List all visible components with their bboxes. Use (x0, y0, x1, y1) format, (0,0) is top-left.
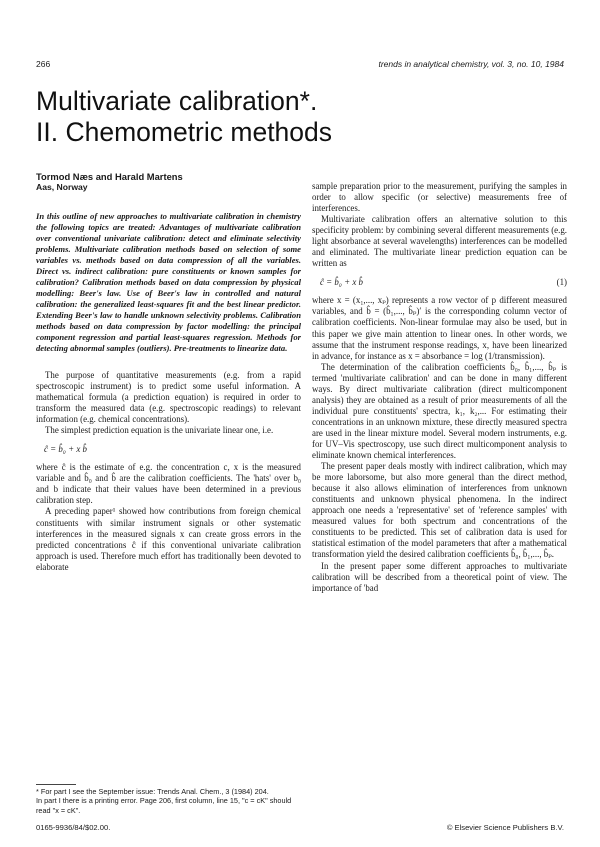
title-line-1: Multivariate calibration*. (36, 86, 318, 116)
author-names: Tormod Næs and Harald Martens (36, 171, 183, 182)
intro-paragraph-1: The purpose of quantitative measurements (e.g. from a rapid spectroscopic instrument) is to predict some useful information. A mathematical formula (a prediction equation) is required in order to transform the measured data (e.g. spectroscopic readings) to relevant information (e.g. chemical concentrations). (36, 370, 301, 425)
intro-paragraph-4: A preceding paper¹ showed how contributions from foreign chemical constituents with similar instrument signals or other systematic interferences in the measured signals x can create gross errors in the predicted concentrations ĉ if this conventional univariate calibration approach is used. Therefore much effort has traditionally been devoted to elaborate (36, 506, 301, 572)
title-line-2: II. Chemometric methods (36, 117, 333, 147)
univariate-equation (36, 436, 301, 462)
footnotes (36, 787, 296, 815)
body-paragraph-1: sample preparation prior to the measurement, purifying the samples in order to allow specific (or selective) measurements free of interferences. (312, 181, 567, 214)
footnote-1: * For part I see the September issue: Trends Anal. Chem., 3 (1984) 204. (36, 787, 269, 796)
univariate-equation-text: ĉ = b̂₀ + x b̂ (44, 443, 87, 454)
multivariate-equation-text: ĉ = b̂₀ + x b̂ (320, 276, 363, 287)
multivariate-equation (312, 269, 567, 295)
intro-paragraph-3: where ĉ is the estimate of e.g. the concentration c, x is the measured variable and b̂₀ and b̂ are the calibration coefficients. The 'hats' over b₀ and b indicate that their values have been determined in a previous calibration step. (36, 462, 301, 506)
page-number: 266 (36, 59, 51, 69)
left-column (36, 171, 301, 573)
page-footer (36, 823, 564, 835)
article-title (36, 86, 436, 148)
body-paragraph-4: The determination of the calibration coefficients b̂₀, b̂₁,..., b̂ₚ is termed 'multivariate calibration' and can be done in many different ways. By direct multivariate calibration (direct multicomponent analysis) they are obtained as a result of prior measurements of all the individual pure constituents' spectra, k₁, k₂,... For estimating their concentrations in an unknown mixture, these directly measured spectra are used in the linear mixture model. Several modern instruments, e.g. for UV–Vis spectroscopy, use such direct multicomponent analysis to eliminate known chemical interferences. (312, 361, 567, 461)
publisher-copyright: © Elsevier Science Publishers B.V. (446, 823, 564, 832)
issn-code: 0165-9936/84/$02.00. (36, 823, 111, 832)
abstract: In this outline of new approaches to multivariate calibration in chemistry the following topics are treated: Advantages of multivariate calibration over conventional univariate calibration: detect and eliminate selectivity problems. Multivariate calibration methods based on selection of some variables vs. methods based on data compression of all the variables. Direct vs. indirect calibration: pure constituents or known samples for calibration? Calibration methods based on data compression by physical modelling: Beer's law. Use of Beer's law in controlled and natural calibration: the generalized least-squares fit and the best linear predictor. Extending Beer's law to handle unknown selectivity problems. Calibration methods based on data compression by factor modelling: the principal component regression and partial least-squares regression. Methods for detecting abnormal samples (outliers). Pre-treatments to linearize data. (36, 211, 301, 353)
body-paragraph-6: In the present paper some different approaches to multivariate calibration will be described from a theoretical point of view. The importance of 'bad (312, 560, 567, 593)
equation-number: (1) (556, 276, 567, 287)
right-column (312, 181, 567, 594)
intro-paragraph-2: The simplest prediction equation is the univariate linear one, i.e. (45, 425, 274, 436)
footnote-2: In part I there is a printing error. Page 206, first column, line 15, "c = cK" should read "x = cK". (36, 796, 292, 815)
journal-citation: trends in analytical chemistry, vol. 3, no. 10, 1984 (378, 59, 564, 69)
footnote-divider (36, 784, 76, 785)
body-paragraph-2: Multivariate calibration offers an alternative solution to this specificity problem: by combining several different measurements (e.g. light absorbance at several wavelengths) interferences can be modelled and eliminated. The multivariate linear prediction equation can be written as (312, 214, 567, 269)
body-paragraph-3: where x = (x₁,..., xₚ) represents a row vector of p different measured variables, and b̂ = (b̂₁,..., b̂ₚ)′ is the corresponding column vector of calibration coefficients. Non-linear formulae may also be used, but in this paper we give main attention to linear ones. In other words, we assume that the instrument response readings, x, have been linearized in advance, for instance as x = absorbance = log (1/transmission). (312, 295, 567, 361)
body-paragraph-5: The present paper deals mostly with indirect calibration, which may be more laborsome, but also more general than the direct method, because it also allows elimination of interferences from unknown constituents and unknown physical phenomena. In the indirect approach one needs a 'representative' set of 'reference samples' with measured values for both spectrum and concentrations of the constituents to be predicted. This set of calibration data is used for statistical estimation of the model parameters that after a mathematical transformation yield the desired calibration coefficients b̂₀, b̂₁,..., b̂ₚ. (312, 461, 567, 560)
author-affiliation: Aas, Norway (36, 182, 88, 192)
running-header (36, 59, 564, 71)
